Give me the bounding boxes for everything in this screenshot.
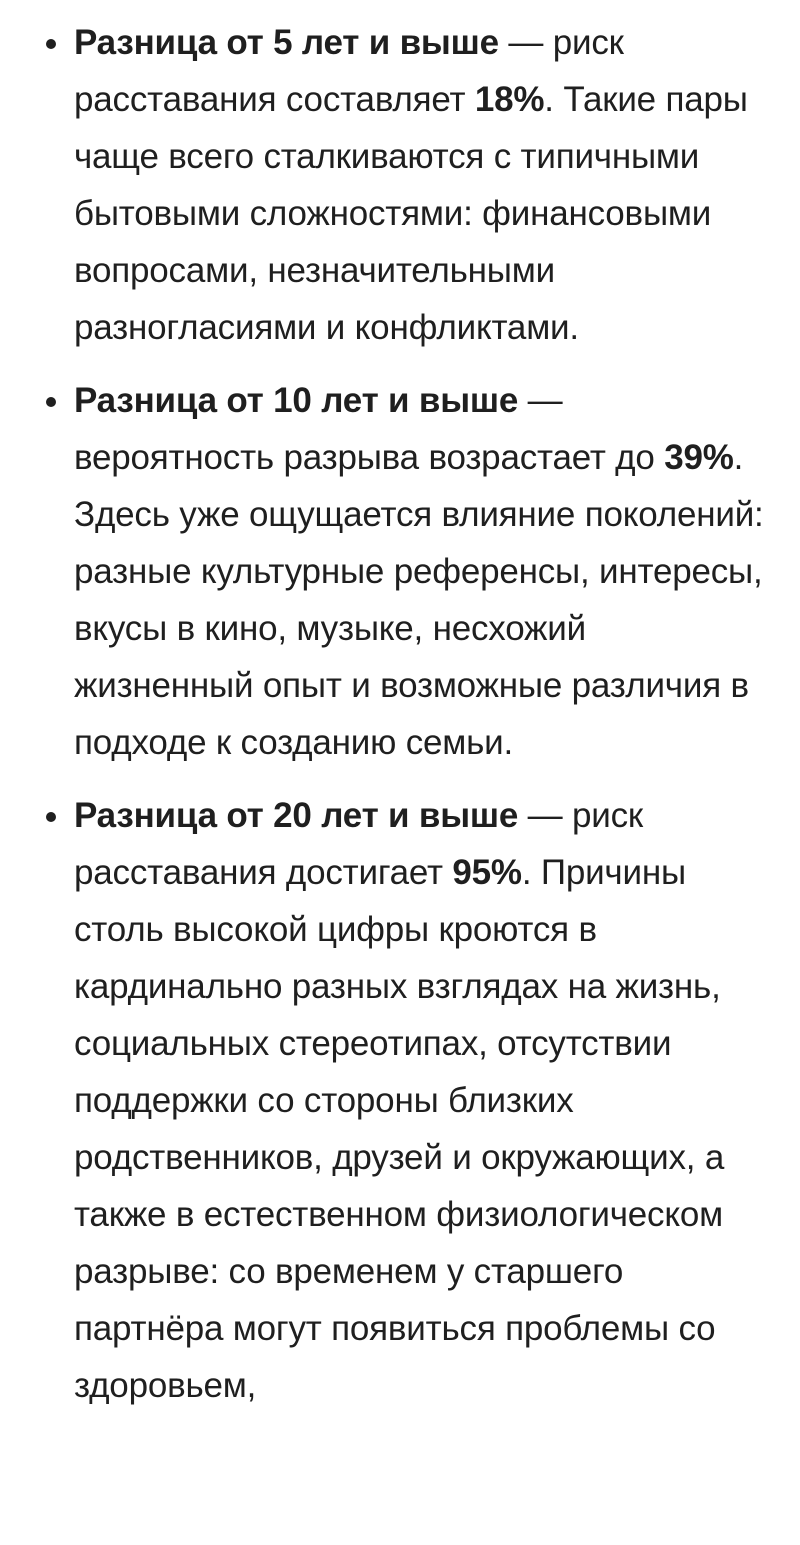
- bullet-icon: [46, 397, 56, 407]
- bullet-icon: [46, 39, 56, 49]
- item-percent: 39%: [664, 438, 734, 477]
- item-heading: Разница от 5 лет и выше: [74, 23, 499, 62]
- list-item: [74, 787, 770, 1414]
- item-text-after: . Здесь уже ощущается влияние поколений: разные культурные референсы, интересы, вкусы в кино, музыке, несхожий жизненный опыт и возможные различия в подходе к созданию семьи.: [74, 438, 764, 762]
- item-text-before: — риск расставания достигает: [74, 796, 644, 892]
- item-heading: Разница от 10 лет и выше: [74, 381, 519, 420]
- item-text-after: . Такие пары чаще всего сталкиваются с типичными бытовыми сложностями: финансовыми вопросами, незначительными разногласиями и конфликтами.: [74, 80, 748, 347]
- list-item: [74, 372, 770, 771]
- item-percent: 18%: [474, 80, 545, 119]
- item-heading: Разница от 20 лет и выше: [74, 796, 519, 835]
- list-item: [74, 14, 770, 356]
- item-percent: 95%: [452, 853, 522, 892]
- item-text-before: — риск расставания составляет: [74, 23, 624, 119]
- bullet-icon: [46, 812, 56, 822]
- item-text-after: . Причины столь высокой цифры кроются в кардинально разных взглядах на жизнь, социальных стереотипах, отсутствии поддержки со стороны близких родственников, друзей и окружающих, а также в естественном физиологическом разрыве: со временем у старшего партнёра могут появиться проблемы со здоровьем,: [74, 853, 725, 1405]
- item-text-before: — вероятность разрыва возрастает до: [74, 381, 665, 477]
